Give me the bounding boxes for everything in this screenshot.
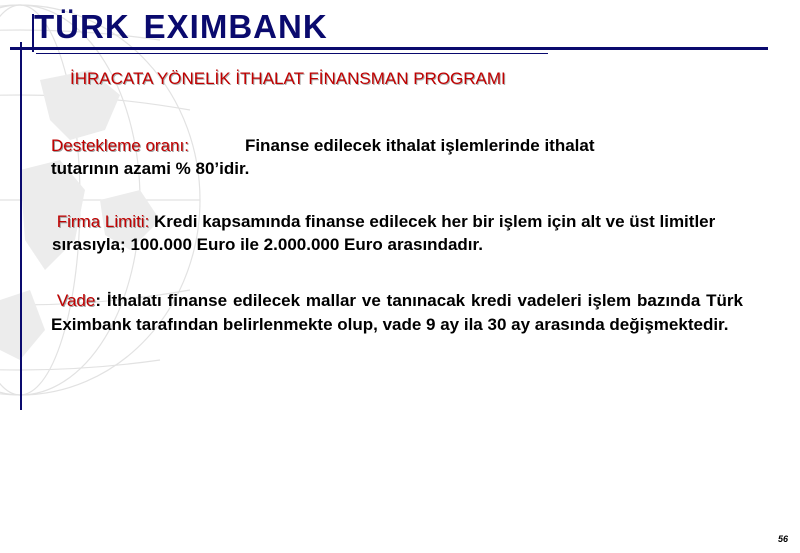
label-firma-limiti: Firma Limiti: bbox=[56, 212, 150, 231]
text-vade: İthalatı finanse edilecek mallar ve tanınacak kredi vadeleri işlem bazında Türk Eximbank tarafından belirlenmekte olup, vade 9 ay ila 30 ay arasında değişmektedir. bbox=[51, 291, 743, 334]
logo-word-eximbank: EXIMBANK bbox=[143, 8, 328, 45]
text-destekleme-line1: Finanse edilecek ithalat işlemlerinde ithalat bbox=[244, 136, 595, 155]
vade-colon: : bbox=[95, 291, 102, 310]
logo-word-turk: TÜRK bbox=[34, 8, 130, 45]
left-vertical-rule bbox=[20, 42, 22, 410]
page-number: 56 bbox=[777, 534, 788, 544]
slide-title: İHRACATA YÖNELİK İTHALAT FİNANSMAN PROGRAMI bbox=[70, 69, 506, 88]
paragraph-vade bbox=[51, 289, 743, 337]
header-rule-thin bbox=[36, 53, 548, 54]
paragraph-firma-limiti bbox=[52, 210, 744, 256]
label-vade: Vade bbox=[56, 291, 96, 310]
text-destekleme-line2: tutarının azami % 80’idir. bbox=[51, 159, 250, 178]
header-rule bbox=[10, 47, 768, 50]
paragraph-destekleme-orani bbox=[51, 134, 743, 180]
label-destekleme-orani: Destekleme oranı: bbox=[51, 136, 189, 155]
turk-eximbank-logo bbox=[34, 10, 328, 43]
text-firma-limiti: Kredi kapsamında finanse edilecek her bir işlem için alt ve üst limitler sırasıyla; 100.000 Euro ile 2.000.000 Euro arasındadır. bbox=[52, 212, 716, 254]
